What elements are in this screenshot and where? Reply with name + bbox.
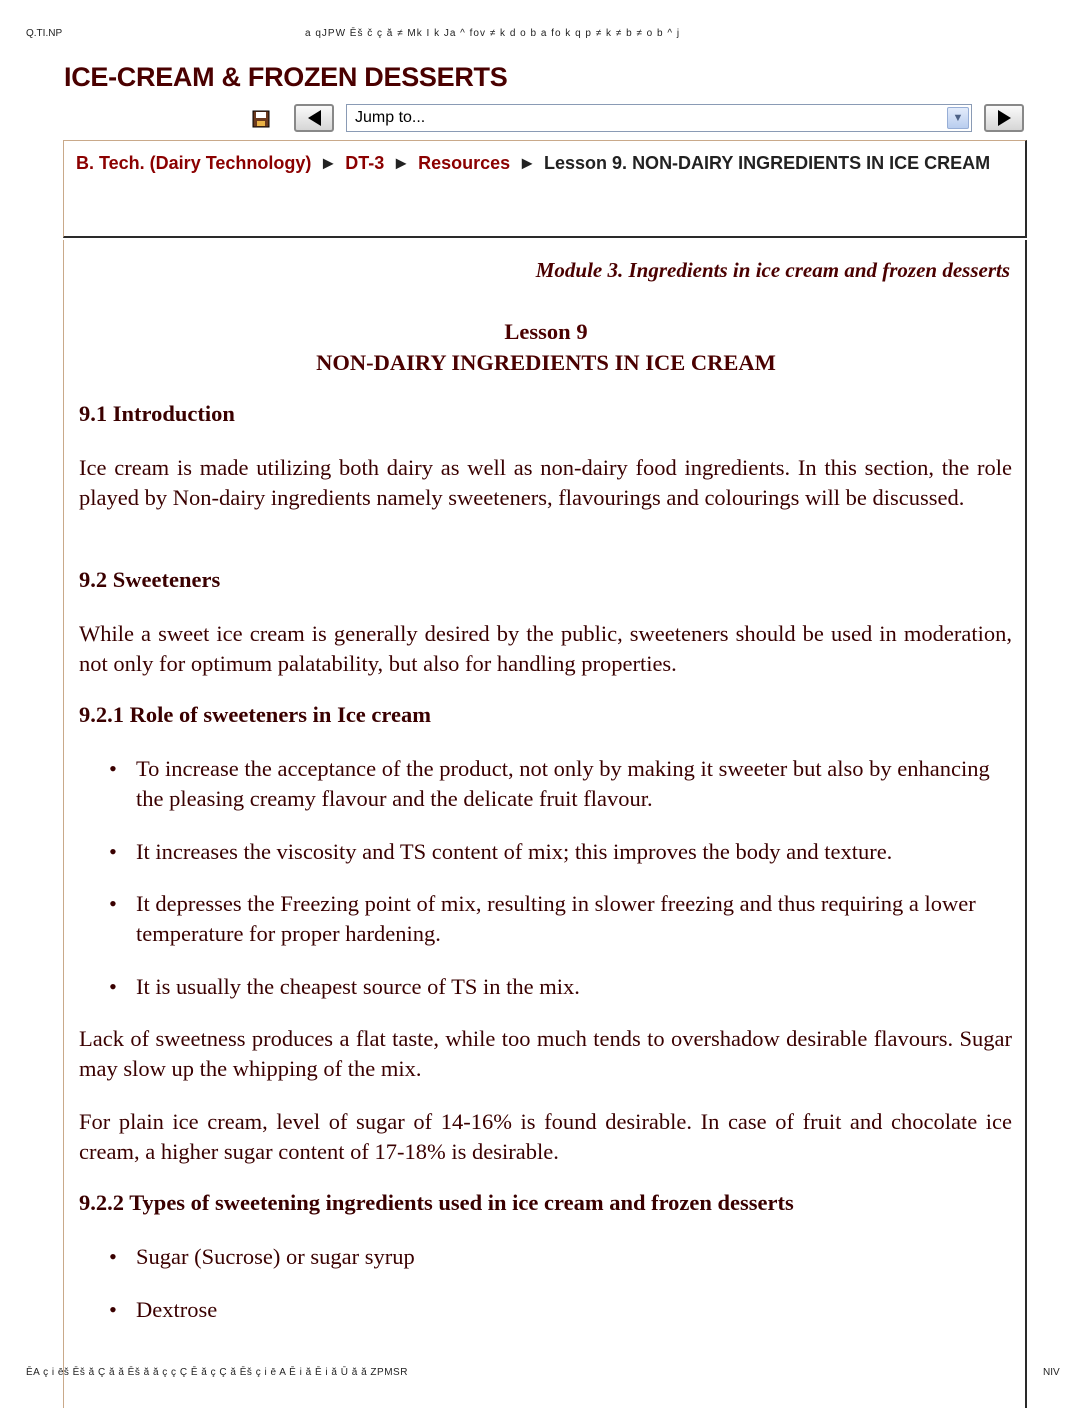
breadcrumb-separator-icon: ► (518, 153, 537, 173)
previous-button[interactable] (294, 104, 334, 132)
lesson-content (63, 240, 1027, 1408)
list-item: • Dextrose (136, 1295, 1016, 1325)
breadcrumb-separator-icon: ► (392, 153, 411, 173)
sugar-level-paragraph: For plain ice cream, level of sugar of 14-16% is found desirable. In case of fruit and chocolate ice cream, a higher sugar content of 17-18% is desirable. (79, 1109, 1012, 1164)
sweeteners-paragraph: While a sweet ice cream is generally desired by the public, sweeteners should be used in moderation, not only for optimum palatability, but also for handling properties. (79, 621, 1012, 676)
introduction-heading: 9.1 Introduction (79, 401, 235, 426)
print-header (0, 28, 1088, 46)
breadcrumb (76, 152, 1016, 175)
module-title: Module 3. Ingredients in ice cream and frozen desserts (535, 258, 1010, 282)
jump-to-label: Jump to... (355, 109, 426, 126)
site-title: ICE-CREAM & FROZEN DESSERTS (64, 62, 508, 92)
print-header-left: Q.TI.NP (26, 28, 63, 39)
breadcrumb-current: Lesson 9. NON-DAIRY INGREDIENTS IN ICE CREAM (544, 153, 991, 173)
list-item: • It increases the viscosity and TS content of mix; this improves the body and texture. (136, 837, 1016, 867)
chevron-down-icon[interactable]: ▼ (947, 107, 969, 129)
lesson-number: Lesson 9 (504, 319, 588, 344)
save-disk-icon[interactable] (252, 110, 270, 128)
list-item: • Sugar (Sucrose) or sugar syrup (136, 1242, 1016, 1272)
print-footer-left: ĒA ç i ēš Ēš ă Ç ă ă Ēš ă ă ç ç Ç Ē ă ç Ç ă Ēš ç i ē A Ē i ă Ē i ă Ū ă ă ZPMSR (26, 1367, 408, 1378)
list-item: • It is usually the cheapest source of TS in the mix. (136, 972, 1016, 1002)
breadcrumb-link-resources[interactable]: Resources (418, 153, 511, 173)
role-heading: 9.2.1 Role of sweeteners in Ice cream (79, 702, 431, 727)
breadcrumb-link-course[interactable]: B. Tech. (Dairy Technology) (76, 153, 312, 173)
page-number: NIV (1043, 1367, 1060, 1378)
print-footer (0, 1367, 1088, 1383)
types-heading: 9.2.2 Types of sweetening ingredients used in ice cream and frozen desserts (79, 1190, 794, 1215)
breadcrumb-separator-icon: ► (319, 153, 338, 173)
breadcrumb-link-dt3[interactable]: DT-3 (345, 153, 385, 173)
lesson-title: NON-DAIRY INGREDIENTS IN ICE CREAM (316, 350, 776, 375)
navigation-bar (0, 102, 1088, 134)
sweeteners-heading: 9.2 Sweeteners (79, 567, 221, 592)
lack-of-sweetness-paragraph: Lack of sweetness produces a flat taste, while too much tends to overshadow desirable flavours. Sugar may slow up the whipping of the mix. (79, 1026, 1012, 1081)
introduction-paragraph: Ice cream is made utilizing both dairy as well as non-dairy food ingredients. In this section, the role played by Non-dairy ingredients namely sweeteners, flavourings and colourings will be discussed. (79, 455, 1012, 510)
triangle-left-icon (308, 110, 321, 126)
print-header-url: a qJPW Ēš č ç ă ≠ Mk I k Ja ^ fov ≠ k d o b a fo k q p ≠ k ≠ b ≠ o b ^ j (305, 28, 681, 39)
jump-to-select[interactable] (346, 104, 972, 132)
list-item: • It depresses the Freezing point of mix, resulting in slower freezing and thus requiring a lower temperature for proper hardening. (136, 889, 1016, 949)
breadcrumb-container (63, 140, 1027, 238)
next-button[interactable] (984, 104, 1024, 132)
list-item: • To increase the acceptance of the product, not only by making it sweeter but also by enhancing the pleasing creamy flavour and the delicate fruit flavour. (136, 754, 1016, 814)
triangle-right-icon (998, 110, 1011, 126)
